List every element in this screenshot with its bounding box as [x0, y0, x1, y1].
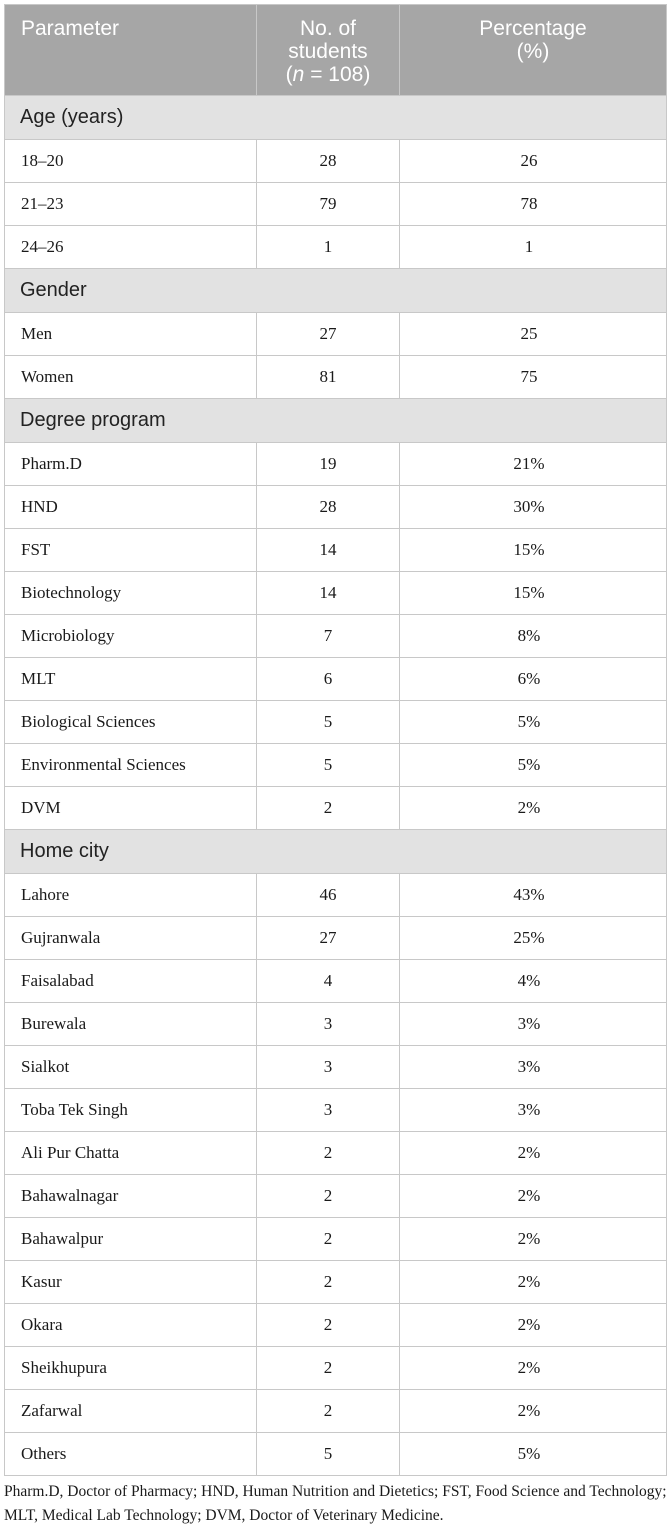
row-percentage: 5%: [400, 701, 667, 744]
row-count: 2: [257, 1218, 400, 1261]
section-header-row: [5, 399, 667, 443]
row-label: Women: [5, 356, 257, 399]
table-row: [5, 572, 667, 615]
row-percentage: 5%: [400, 1433, 667, 1476]
row-label: Toba Tek Singh: [5, 1089, 257, 1132]
row-label: Others: [5, 1433, 257, 1476]
row-percentage: 8%: [400, 615, 667, 658]
row-count: 2: [257, 1175, 400, 1218]
row-percentage: 4%: [400, 960, 667, 1003]
row-label: DVM: [5, 787, 257, 830]
section-header-row: [5, 96, 667, 140]
row-percentage: 3%: [400, 1003, 667, 1046]
header-percentage-line2: (%): [516, 40, 550, 63]
row-percentage: 15%: [400, 572, 667, 615]
row-count: 2: [257, 1261, 400, 1304]
table-row: [5, 1046, 667, 1089]
row-percentage: 43%: [400, 874, 667, 917]
demographics-table: [4, 4, 667, 1476]
section-title: Age (years): [5, 96, 667, 140]
header-students-open: (: [285, 63, 293, 86]
row-count: 28: [257, 486, 400, 529]
row-count: 2: [257, 1132, 400, 1175]
row-count: 46: [257, 874, 400, 917]
row-percentage: 2%: [400, 787, 667, 830]
row-label: Lahore: [5, 874, 257, 917]
row-label: Gujranwala: [5, 917, 257, 960]
row-percentage: 15%: [400, 529, 667, 572]
header-parameter: Parameter: [5, 5, 257, 96]
table-row: [5, 1089, 667, 1132]
table-row: [5, 443, 667, 486]
row-label: Zafarwal: [5, 1390, 257, 1433]
row-label: 21–23: [5, 183, 257, 226]
row-count: 6: [257, 658, 400, 701]
row-label: Sialkot: [5, 1046, 257, 1089]
table-row: [5, 1218, 667, 1261]
row-count: 2: [257, 1347, 400, 1390]
row-label: Kasur: [5, 1261, 257, 1304]
row-percentage: 75: [400, 356, 667, 399]
row-count: 4: [257, 960, 400, 1003]
table-row: [5, 917, 667, 960]
row-count: 79: [257, 183, 400, 226]
table-body: [5, 96, 667, 1476]
header-students-n: n: [292, 63, 305, 86]
table-row: [5, 356, 667, 399]
row-count: 3: [257, 1046, 400, 1089]
table-row: [5, 1261, 667, 1304]
row-label: Burewala: [5, 1003, 257, 1046]
row-percentage: 6%: [400, 658, 667, 701]
row-count: 14: [257, 572, 400, 615]
header-students-line1: No. of: [299, 17, 357, 40]
row-percentage: 2%: [400, 1390, 667, 1433]
table-row: [5, 1347, 667, 1390]
table-row: [5, 529, 667, 572]
row-percentage: 2%: [400, 1347, 667, 1390]
row-label: Ali Pur Chatta: [5, 1132, 257, 1175]
row-label: Men: [5, 313, 257, 356]
header-students-line2: students: [288, 40, 368, 63]
row-label: HND: [5, 486, 257, 529]
table-row: [5, 658, 667, 701]
table-row: [5, 313, 667, 356]
section-header-row: [5, 830, 667, 874]
table-row: [5, 486, 667, 529]
header-students: [257, 5, 400, 96]
row-label: Biological Sciences: [5, 701, 257, 744]
row-count: 3: [257, 1089, 400, 1132]
row-count: 2: [257, 1390, 400, 1433]
row-percentage: 25%: [400, 917, 667, 960]
row-count: 19: [257, 443, 400, 486]
row-label: 24–26: [5, 226, 257, 269]
table-row: [5, 226, 667, 269]
row-percentage: 5%: [400, 744, 667, 787]
table-row: [5, 1433, 667, 1476]
section-header-row: [5, 269, 667, 313]
header-students-count: = 108): [304, 63, 371, 86]
row-label: Pharm.D: [5, 443, 257, 486]
row-percentage: 2%: [400, 1261, 667, 1304]
table-footnote: Pharm.D, Doctor of Pharmacy; HND, Human Nutrition and Dietetics; FST, Food Science and Technology; MLT, Medical Lab Technology; DVM, Doctor of Veterinary Medicine.: [4, 1483, 667, 1524]
row-label: Bahawalpur: [5, 1218, 257, 1261]
row-label: Biotechnology: [5, 572, 257, 615]
row-label: Environmental Sciences: [5, 744, 257, 787]
row-count: 7: [257, 615, 400, 658]
row-count: 5: [257, 1433, 400, 1476]
row-percentage: 3%: [400, 1046, 667, 1089]
row-count: 5: [257, 701, 400, 744]
row-percentage: 2%: [400, 1132, 667, 1175]
table-row: [5, 701, 667, 744]
row-count: 5: [257, 744, 400, 787]
table-row: [5, 140, 667, 183]
table-row: [5, 183, 667, 226]
row-percentage: 78: [400, 183, 667, 226]
row-percentage: 1: [400, 226, 667, 269]
row-count: 2: [257, 1304, 400, 1347]
header-percentage: [400, 5, 667, 96]
table-row: [5, 1175, 667, 1218]
table-row: [5, 1132, 667, 1175]
row-percentage: 30%: [400, 486, 667, 529]
table-header-row: [5, 5, 667, 96]
row-label: Bahawalnagar: [5, 1175, 257, 1218]
row-percentage: 2%: [400, 1304, 667, 1347]
table-row: [5, 615, 667, 658]
table-row: [5, 960, 667, 1003]
row-count: 27: [257, 313, 400, 356]
row-percentage: 26: [400, 140, 667, 183]
row-count: 81: [257, 356, 400, 399]
row-count: 28: [257, 140, 400, 183]
section-title: Gender: [5, 269, 667, 313]
table-row: [5, 787, 667, 830]
row-percentage: 25: [400, 313, 667, 356]
row-label: Okara: [5, 1304, 257, 1347]
table-row: [5, 1003, 667, 1046]
row-label: Faisalabad: [5, 960, 257, 1003]
row-label: Microbiology: [5, 615, 257, 658]
row-count: 2: [257, 787, 400, 830]
table-row: [5, 1304, 667, 1347]
row-label: 18–20: [5, 140, 257, 183]
section-title: Home city: [5, 830, 667, 874]
row-count: 14: [257, 529, 400, 572]
row-label: Sheikhupura: [5, 1347, 257, 1390]
header-percentage-line1: Percentage: [479, 17, 587, 40]
row-percentage: 2%: [400, 1175, 667, 1218]
row-label: MLT: [5, 658, 257, 701]
row-count: 3: [257, 1003, 400, 1046]
row-percentage: 21%: [400, 443, 667, 486]
table-row: [5, 744, 667, 787]
row-count: 1: [257, 226, 400, 269]
table-row: [5, 1390, 667, 1433]
section-title: Degree program: [5, 399, 667, 443]
row-percentage: 3%: [400, 1089, 667, 1132]
row-percentage: 2%: [400, 1218, 667, 1261]
table-row: [5, 874, 667, 917]
row-count: 27: [257, 917, 400, 960]
row-label: FST: [5, 529, 257, 572]
